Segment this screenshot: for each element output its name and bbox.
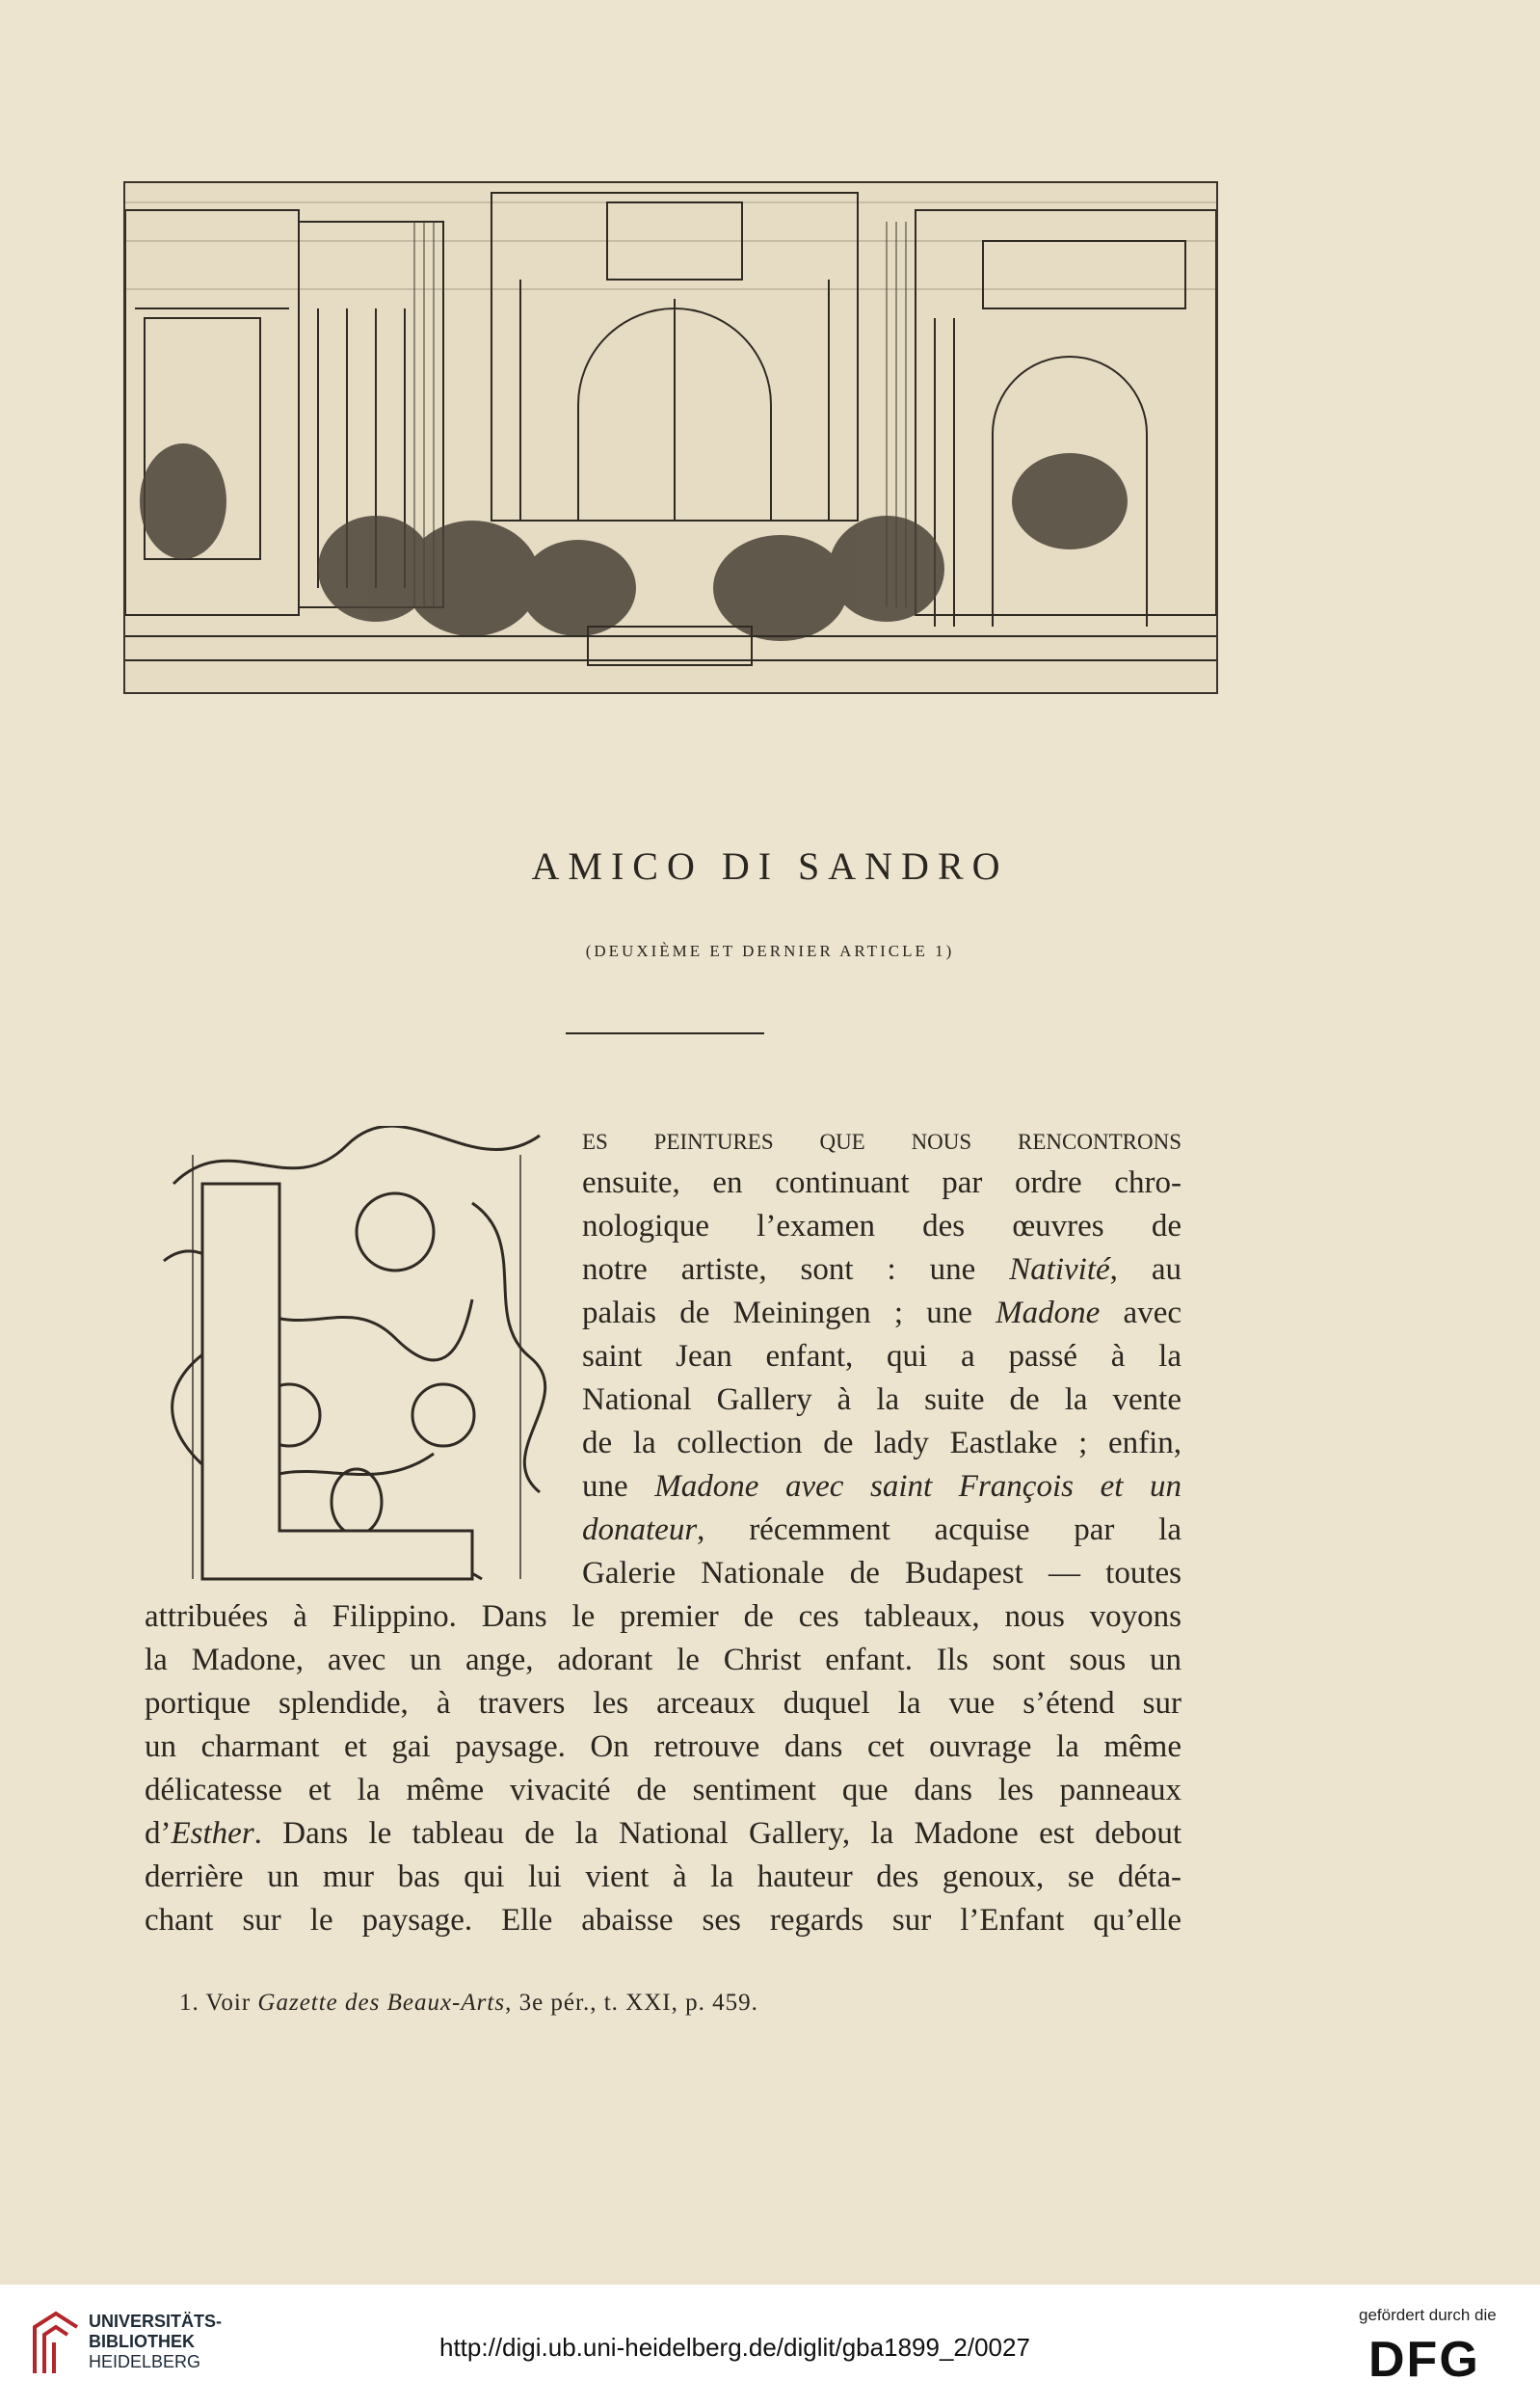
text-line: notre artiste, sont : une Nativité, au bbox=[582, 1252, 1182, 1287]
body-paragraph bbox=[145, 1595, 1182, 1942]
italic-esther: Esther bbox=[171, 1816, 254, 1851]
footnote: 1. Voir Gazette des Beaux-Arts, 3e pér., t. XXI, p. 459. bbox=[179, 1990, 758, 2016]
text-line: chant sur le paysage. Elle abaisse ses regards sur l’Enfant qu’elle bbox=[145, 1903, 1182, 1938]
text-line: es peintures que nous rencontrons bbox=[582, 1122, 1182, 1157]
library-logo-icon bbox=[29, 2310, 83, 2377]
engraving-illustration bbox=[123, 181, 1218, 694]
text-line: attribuées à Filippino. Dans le premier de ces tableaux, nous voyons bbox=[145, 1599, 1182, 1634]
digitization-footer bbox=[0, 2285, 1540, 2408]
library-name: UNIVERSITÄTS- BIBLIOTHEK HEIDELBERG bbox=[89, 2312, 223, 2371]
architectural-scene-image bbox=[125, 183, 1216, 692]
text-line: saint Jean enfant, qui a passé à la bbox=[582, 1339, 1182, 1374]
text-line: un charmant et gai paysage. On retrouve dans cet ouvrage la même bbox=[145, 1729, 1182, 1764]
text-line: d’Esther. Dans le tableau de la National Gallery, la Madone est debout bbox=[145, 1816, 1182, 1851]
decorated-initial bbox=[154, 1126, 557, 1608]
italic-donateur: donateur bbox=[582, 1512, 698, 1547]
text-line: délicatesse et la même vivacité de sentiment que dans les panneaux bbox=[145, 1773, 1182, 1807]
text-line: Galerie Nationale de Budapest — toutes bbox=[582, 1556, 1182, 1591]
text-line: derrière un mur bas qui lui vient à la hauteur des genoux, se déta- bbox=[145, 1860, 1182, 1894]
italic-madone: Madone bbox=[996, 1296, 1101, 1330]
funding-note: gefördert durch die bbox=[1359, 2306, 1497, 2324]
text-line: de la collection de lady Eastlake ; enfin, bbox=[582, 1426, 1182, 1460]
italic-painting-title: Madone avec saint François et un bbox=[654, 1469, 1182, 1504]
italic-journal-title: Gazette des Beaux-Arts bbox=[257, 1990, 506, 2016]
ornament-initial-l-icon bbox=[154, 1126, 557, 1608]
title-divider bbox=[566, 1032, 764, 1034]
dfg-logo: DFG bbox=[1368, 2332, 1480, 2388]
text-line: la Madone, avec un ange, adorant le Christ enfant. Ils sont sous un bbox=[145, 1643, 1182, 1677]
source-url-link[interactable]: http://digi.ub.uni-heidelberg.de/diglit/gba1899_2/0027 bbox=[439, 2333, 1030, 2362]
article-subtitle: (DEUXIÈME ET DERNIER ARTICLE 1) bbox=[585, 942, 955, 960]
article-title: AMICO DI SANDRO bbox=[531, 844, 1009, 888]
text-line: ensuite, en continuant par ordre chro- bbox=[582, 1165, 1182, 1200]
text-line: National Gallery à la suite de la vente bbox=[582, 1382, 1182, 1417]
opening-paragraph bbox=[582, 1118, 1182, 1595]
text-line: nologique l’examen des œuvres de bbox=[582, 1209, 1182, 1244]
text-line: donateur, récemment acquise par la bbox=[582, 1512, 1182, 1547]
text-line: portique splendide, à travers les arceaux duquel la vue s’étend sur bbox=[145, 1686, 1182, 1721]
italic-nativite: Nativité bbox=[1009, 1252, 1110, 1287]
text-line: une Madone avec saint François et un bbox=[582, 1469, 1182, 1504]
text-line: palais de Meiningen ; une Madone avec bbox=[582, 1296, 1182, 1330]
